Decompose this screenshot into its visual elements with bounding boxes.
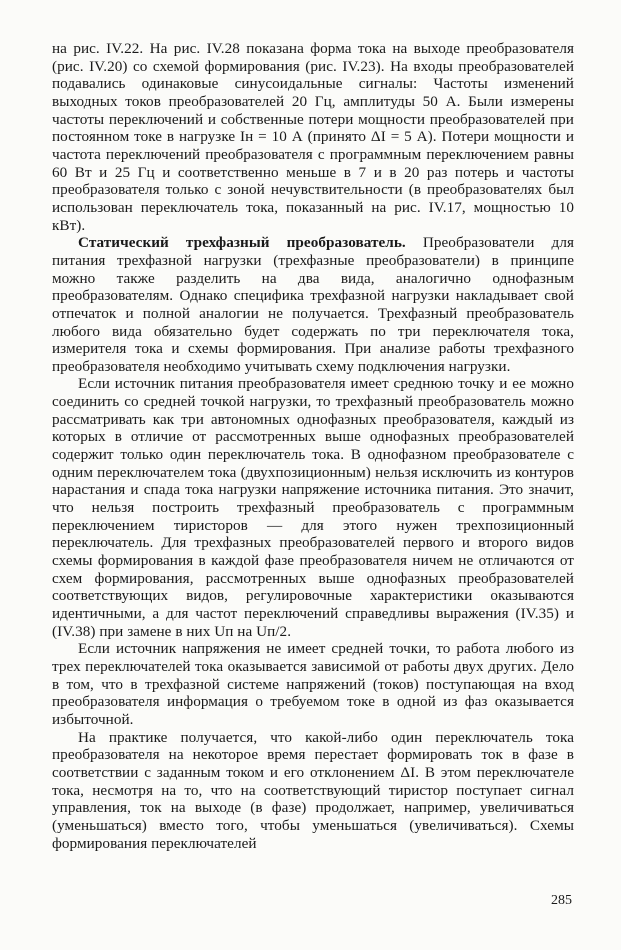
body-text	[52, 40, 574, 852]
paragraph-3: Если источник питания преобразователя имеет среднюю точку и ее можно соединить со средней точкой нагрузки, то трехфазный преобразователь можно рассматривать как три автономных однофазных преобразователя, каждый из которых в отличие от рассмотренных выше однофазных преобразователей содержит только один переключатель тока. В однофазном преобразователе с одним переключателем тока (двухпозиционным) нельзя исключить из контуров нарастания и спада тока нагрузки напряжение источника питания. Это значит, что нельзя построить трехфазный преобразователь с программным переключением тиристоров — для этого нужен трехпозиционный переключатель. Для трехфазных преобразователей первого и второго видов схемы формирования в каждой фазе преобразователя ничем не отличаются от схем формирования, рассмотренных выше однофазных преобразователей соответствующих видов, регулировочные характеристики оказываются идентичными, а для частот переключений справедливы выражения (IV.35) и (IV.38) при замене в них Uп на Uп/2.	[52, 375, 574, 640]
section-heading: Статический трехфазный преобразователь.	[78, 234, 406, 252]
paragraph-5: На практике получается, что какой-либо один переключатель тока преобразователя на некоторое время перестает формировать ток в фазе в соответствии с заданным током и его отклонением ΔI. В этом переключателе тока, несмотря на то, что на соответствующий тиристор поступает сигнал управления, ток на выходе (в фазе) продолжает, например, увеличиваться (уменьшаться) вместо того, чтобы уменьшаться (увеличиваться). Схемы формирования переключателей	[52, 728, 574, 852]
paragraph-1: на рис. IV.22. На рис. IV.28 показана форма тока на выходе преобразователя (рис. IV.20) со схемой формирования (рис. IV.23). На входы преобразователей подавались одинаковые синусоидальные сигналы: Частоты изменений выходных токов преобразователей 20 Гц, амплитуды 50 А. Были измерены частоты переключений и собственные потери мощности преобразователей при постоянном токе в нагрузке Iн = 10 А (принято ΔI = 5 А). Потери мощности и частота переключений преобразователя с программным переключением равны 60 Вт и 25 Гц и соответственно меньше в 7 и в 20 раз потерь и частоты преобразователя только с зоной нечувствительности (в преобразователях был использован переключатель тока, показанный на рис. IV.17, мощностью 10 кВт).	[52, 40, 574, 234]
page-number: 285	[551, 893, 572, 908]
paragraph-2-text: Преобразователи для питания трехфазной нагрузки (трехфазные преобразователи) в принципе можно также разделить на два вида, аналогично однофазным преобразователям. Однако специфика трехфазной нагрузки накладывает свой отпечаток и полной аналогии не получается. Трехфазный преобразователь любого вида обязательно будет содержать по три переключателя тока, измерителя тока и схемы формирования. При анализе работы трехфазного преобразователя необходимо учитывать схему подключения нагрузки.	[52, 234, 574, 375]
paragraph-4: Если источник напряжения не имеет средней точки, то работа любого из трех переключателей тока оказывается зависимой от работы двух других. Дело в том, что в трехфазной системе напряжений (токов) поступающая на вход преобразователя информация о требуемом токе в одной из фаз оказывается избыточной.	[52, 640, 574, 728]
paragraph-2	[52, 234, 574, 375]
